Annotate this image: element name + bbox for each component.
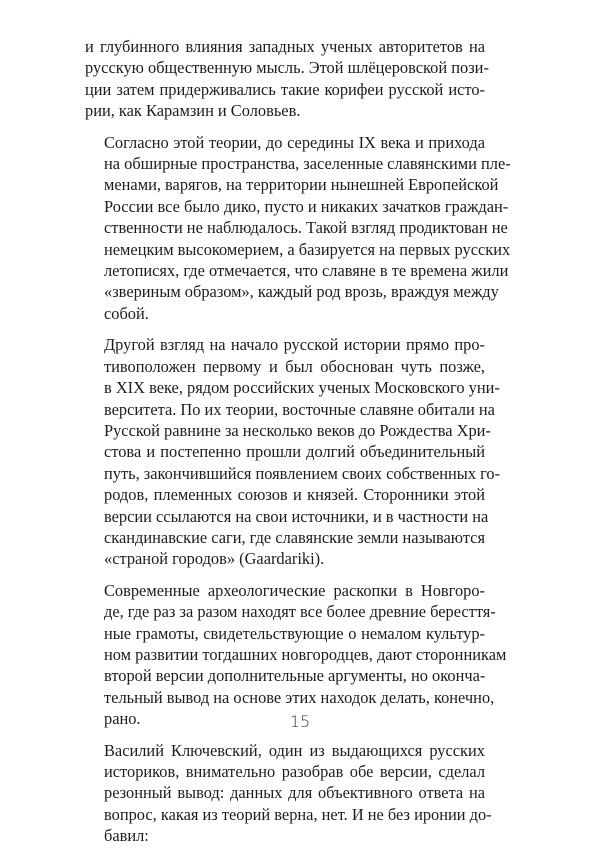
page-number: 15 bbox=[289, 712, 311, 731]
text-line: скандинавские саги, где славянские земли называются bbox=[104, 527, 485, 547]
text-line: в XIX веке, рядом российских ученых Московского уни- bbox=[104, 378, 500, 398]
text-line: ственности не наблюдалось. Такой взгляд продиктован не bbox=[104, 218, 508, 238]
text-line: на обширные пространства, заселенные славянскими пле- bbox=[104, 154, 511, 174]
text-line: рии, как Карамзин и Соловьев. bbox=[85, 101, 301, 121]
text-line: путь, закончившийся появлением своих собственных го- bbox=[104, 463, 501, 483]
text-line: Василий Ключевский, один из выдающихся русских bbox=[104, 740, 485, 760]
text-line: тивоположен первому и был обоснован чуть позже, bbox=[104, 356, 485, 376]
text-line: ном развитии тогдашних новгородцев, дают сторонникам bbox=[104, 644, 507, 664]
text-line: родов, племенных союзов и князей. Сторонники этой bbox=[104, 485, 485, 505]
text-line: рано. bbox=[104, 709, 141, 729]
text-line: русскую общественную мысль. Этой шлёцеровской пози- bbox=[85, 58, 489, 78]
text-line: ции затем придерживались такие корифеи русской исто- bbox=[85, 79, 485, 99]
text-line: «страной городов» (Gaardariki). bbox=[104, 549, 325, 569]
text-line: стова и постепенно прошли долгий объединительный bbox=[104, 442, 485, 462]
paragraph-2 bbox=[85, 132, 511, 325]
text-line: Русской равнине за несколько веков до Рождества Хри- bbox=[104, 420, 491, 440]
text-line: бавил: bbox=[104, 826, 149, 846]
text-line: версии ссылаются на свои источники, и в частности на bbox=[104, 506, 489, 526]
paragraph-1 bbox=[85, 36, 489, 122]
paragraph-4 bbox=[85, 580, 507, 730]
text-line: ные грамоты, свидетельствующие о немалом культур- bbox=[104, 623, 485, 643]
text-line: историков, внимательно разобрав обе версии, сделал bbox=[104, 762, 485, 781]
text-line: менами, варягов, на территории нынешней Европейской bbox=[104, 175, 499, 195]
text-line: резонный вывод: данных для объективного ответа на bbox=[104, 783, 485, 803]
text-line: Современные археологические раскопки в Новгоро- bbox=[104, 580, 485, 600]
text-line: России все было дико, пусто и никаких зачатков граждан- bbox=[104, 196, 509, 216]
text-line: де, где раз за разом находят все более древние бересття- bbox=[104, 602, 496, 622]
text-line: Согласно этой теории, до середины IX века и прихода bbox=[104, 132, 485, 152]
paragraph-3 bbox=[85, 334, 501, 569]
text-line: собой. bbox=[104, 303, 149, 323]
text-line: верситета. По их теории, восточные славяне обитали на bbox=[104, 399, 495, 419]
text-line: тельный вывод на основе этих находок делать, конечно, bbox=[104, 687, 495, 707]
text-line: немецким высокомерием, а базируется на первых русских bbox=[104, 239, 511, 259]
text-line: летописях, где отмечается, что славяне в те времена жили bbox=[104, 261, 509, 281]
text-line: Другой взгляд на начало русской истории прямо про- bbox=[104, 335, 485, 355]
text-line: и глубинного влияния западных ученых авторитетов на bbox=[85, 37, 485, 56]
paragraph-5 bbox=[85, 740, 492, 847]
body-text bbox=[85, 36, 511, 857]
text-line: второй версии дополнительные аргументы, но оконча- bbox=[104, 666, 486, 686]
text-line: «звериным образом», каждый род врозь, враждуя между bbox=[104, 282, 499, 302]
text-line: вопрос, какая из теорий верна, нет. И не без иронии до- bbox=[104, 804, 492, 824]
